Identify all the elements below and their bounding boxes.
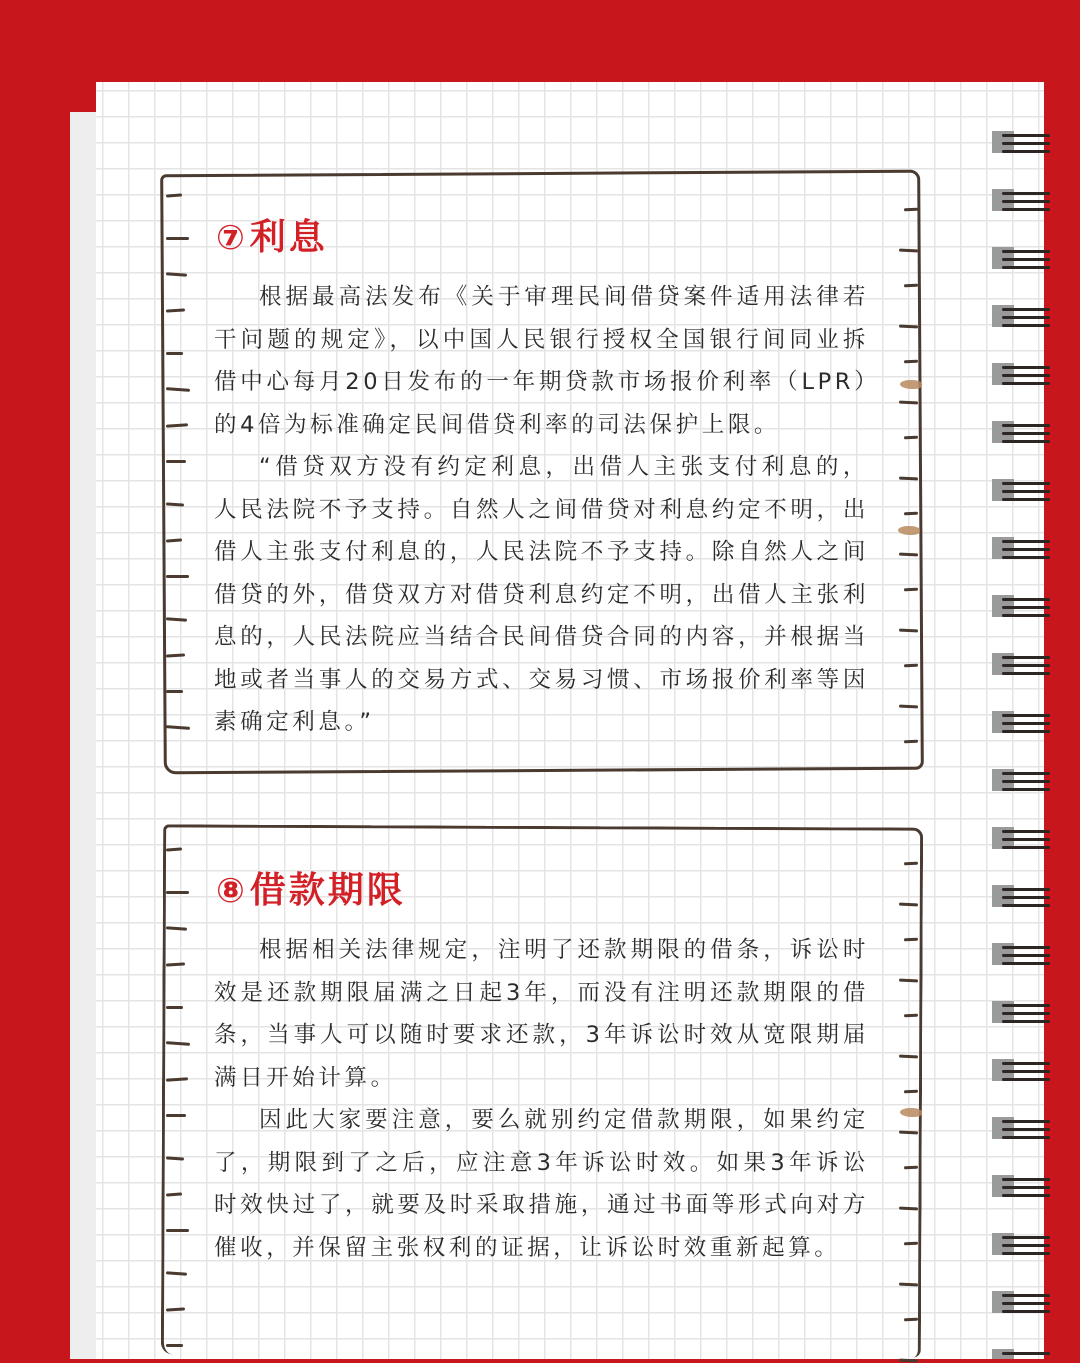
section-number-interest: ⑦ — [216, 218, 248, 258]
spiral-wire — [1002, 1244, 1050, 1247]
spiral-ring — [992, 708, 1062, 734]
spiral-wire — [1002, 788, 1050, 791]
section-title-loan-term — [216, 869, 406, 913]
spiral-ring — [992, 940, 1062, 966]
spiral-wire — [1002, 1070, 1050, 1073]
spiral-wire — [1002, 142, 1050, 145]
spiral-ring — [992, 1230, 1062, 1256]
frame-tick — [166, 891, 189, 894]
spiral-wire — [1002, 490, 1050, 493]
section-body-loan-term — [214, 929, 869, 1269]
spiral-wire — [1002, 838, 1050, 841]
frame-tick — [899, 1359, 918, 1363]
spiral-wire — [1002, 888, 1050, 891]
spiral-wire — [1002, 672, 1050, 675]
spiral-wire — [1002, 772, 1050, 775]
spiral-wire — [1002, 1294, 1050, 1297]
paragraph-interest-2: “借贷双方没有约定利息，出借人主张支付利息的，人民法院不予支持。自然人之间借贷对利息约定不明，出借人主张支付利息的，人民法院不予支持。除自然人之间借贷的外，借贷双方对借贷利息约定不明，出借人主张利息的，人民法院应当结合民间借贷合同的内容，并根据当地或者当事人的交易方式、交易习惯、市场报价利率等因素确定利息。” — [214, 454, 869, 735]
spiral-wire — [1002, 896, 1050, 899]
spiral-ring — [992, 128, 1062, 154]
spiral-ring — [992, 360, 1062, 386]
spiral-wire — [1002, 556, 1050, 559]
frame-tick — [166, 690, 183, 693]
spiral-wire — [1002, 904, 1050, 907]
spiral-wire — [1002, 722, 1050, 725]
spiral-wire — [1002, 1012, 1050, 1015]
frame-stain — [898, 526, 920, 535]
spiral-wire — [1002, 664, 1050, 667]
spiral-wire — [1002, 1062, 1050, 1065]
spiral-ring — [992, 302, 1062, 328]
spiral-wire — [1002, 150, 1050, 153]
spiral-wire — [1002, 1252, 1050, 1255]
spiral-wire — [1002, 366, 1050, 369]
spiral-wire — [1002, 200, 1050, 203]
spiral-wire — [1002, 482, 1050, 485]
spiral-wire — [1002, 1020, 1050, 1023]
spiral-wire — [1002, 656, 1050, 659]
spiral-wire — [1002, 1128, 1050, 1131]
frame-tick — [166, 575, 189, 578]
spiral-wire — [1002, 208, 1050, 211]
spiral-wire — [1002, 962, 1050, 965]
spiral-ring — [992, 882, 1062, 908]
spiral-wire — [1002, 498, 1050, 501]
spiral-wire — [1002, 548, 1050, 551]
spiral-wire — [1002, 440, 1050, 443]
spiral-ring — [992, 1114, 1062, 1140]
frame-tick — [166, 1006, 183, 1009]
spiral-ring — [992, 244, 1062, 270]
paragraph-interest-1: 根据最高法发布《关于审理民间借贷案件适用法律若干问题的规定》，以中国人民银行授权全国银行间同业拆借中心每月20日发布的一年期贷款市场报价利率（LPR）的4倍为标准确定民间借贷利率的司法保护上限。 — [214, 284, 869, 438]
spiral-wire — [1002, 316, 1050, 319]
spiral-ring — [992, 650, 1062, 676]
spiral-wire — [1002, 1352, 1050, 1355]
spiral-wire — [1002, 730, 1050, 733]
frame-tick — [166, 1344, 183, 1347]
spiral-wire — [1002, 258, 1050, 261]
spiral-wire — [1002, 134, 1050, 137]
spiral-wire — [1002, 1120, 1050, 1123]
spiral-ring — [992, 592, 1062, 618]
spiral-wire — [1002, 266, 1050, 269]
spiral-ring — [992, 824, 1062, 850]
spiral-wire — [1002, 250, 1050, 253]
spiral-ring — [992, 1056, 1062, 1082]
spiral-wire — [1002, 614, 1050, 617]
frame-tick — [166, 460, 186, 463]
spiral-wire — [1002, 946, 1050, 949]
paragraph-loan-term-2: 因此大家要注意，要么就别约定借款期限，如果约定了，期限到了之后，应注意3年诉讼时效。如果3年诉讼时效快过了，就要及时采取措施，通过书面等形式向对方催收，并保留主张权利的证据，让诉讼时效重新起算。 — [214, 1107, 869, 1261]
spiral-wire — [1002, 1186, 1050, 1189]
spiral-wire — [1002, 830, 1050, 833]
spiral-wire — [1002, 1310, 1050, 1313]
spiral-wire — [1002, 606, 1050, 609]
spiral-binding — [992, 128, 1062, 1359]
spiral-wire — [1002, 1178, 1050, 1181]
spiral-wire — [1002, 374, 1050, 377]
spiral-wire — [1002, 424, 1050, 427]
spiral-wire — [1002, 598, 1050, 601]
spiral-wire — [1002, 714, 1050, 717]
spiral-ring — [992, 476, 1062, 502]
spiral-wire — [1002, 308, 1050, 311]
section-title-text-loan-term: 借款期限 — [249, 870, 406, 911]
spiral-ring — [992, 1288, 1062, 1314]
spiral-ring — [992, 1346, 1062, 1359]
frame-tick — [166, 1114, 186, 1117]
spiral-ring — [992, 186, 1062, 212]
frame-tick — [166, 237, 189, 240]
section-title-interest — [216, 216, 328, 260]
frame-stain — [900, 380, 922, 389]
spiral-wire — [1002, 540, 1050, 543]
spiral-ring — [992, 1172, 1062, 1198]
section-body-interest — [214, 276, 869, 744]
spiral-ring — [992, 534, 1062, 560]
paragraph-loan-term-1: 根据相关法律规定，注明了还款期限的借条，诉讼时效是还款期限届满之日起3年，而没有注明还款期限的借条，当事人可以随时要求还款，3年诉讼时效从宽限期届满日开始计算。 — [214, 937, 869, 1091]
spiral-wire — [1002, 954, 1050, 957]
frame-stain — [900, 1108, 922, 1117]
spiral-wire — [1002, 1236, 1050, 1239]
section-title-text-interest: 利息 — [249, 217, 328, 258]
spiral-ring — [992, 998, 1062, 1024]
spiral-ring — [992, 418, 1062, 444]
spiral-wire — [1002, 192, 1050, 195]
frame-tick — [166, 1229, 189, 1232]
section-number-loan-term: ⑧ — [216, 871, 248, 911]
spiral-wire — [1002, 1302, 1050, 1305]
spiral-wire — [1002, 432, 1050, 435]
spiral-wire — [1002, 1136, 1050, 1139]
spiral-wire — [1002, 780, 1050, 783]
spiral-wire — [1002, 846, 1050, 849]
frame-tick — [166, 352, 183, 355]
spiral-wire — [1002, 1078, 1050, 1081]
spiral-wire — [1002, 1194, 1050, 1197]
spiral-ring — [992, 766, 1062, 792]
spiral-wire — [1002, 324, 1050, 327]
spiral-wire — [1002, 1004, 1050, 1007]
spiral-wire — [1002, 382, 1050, 385]
